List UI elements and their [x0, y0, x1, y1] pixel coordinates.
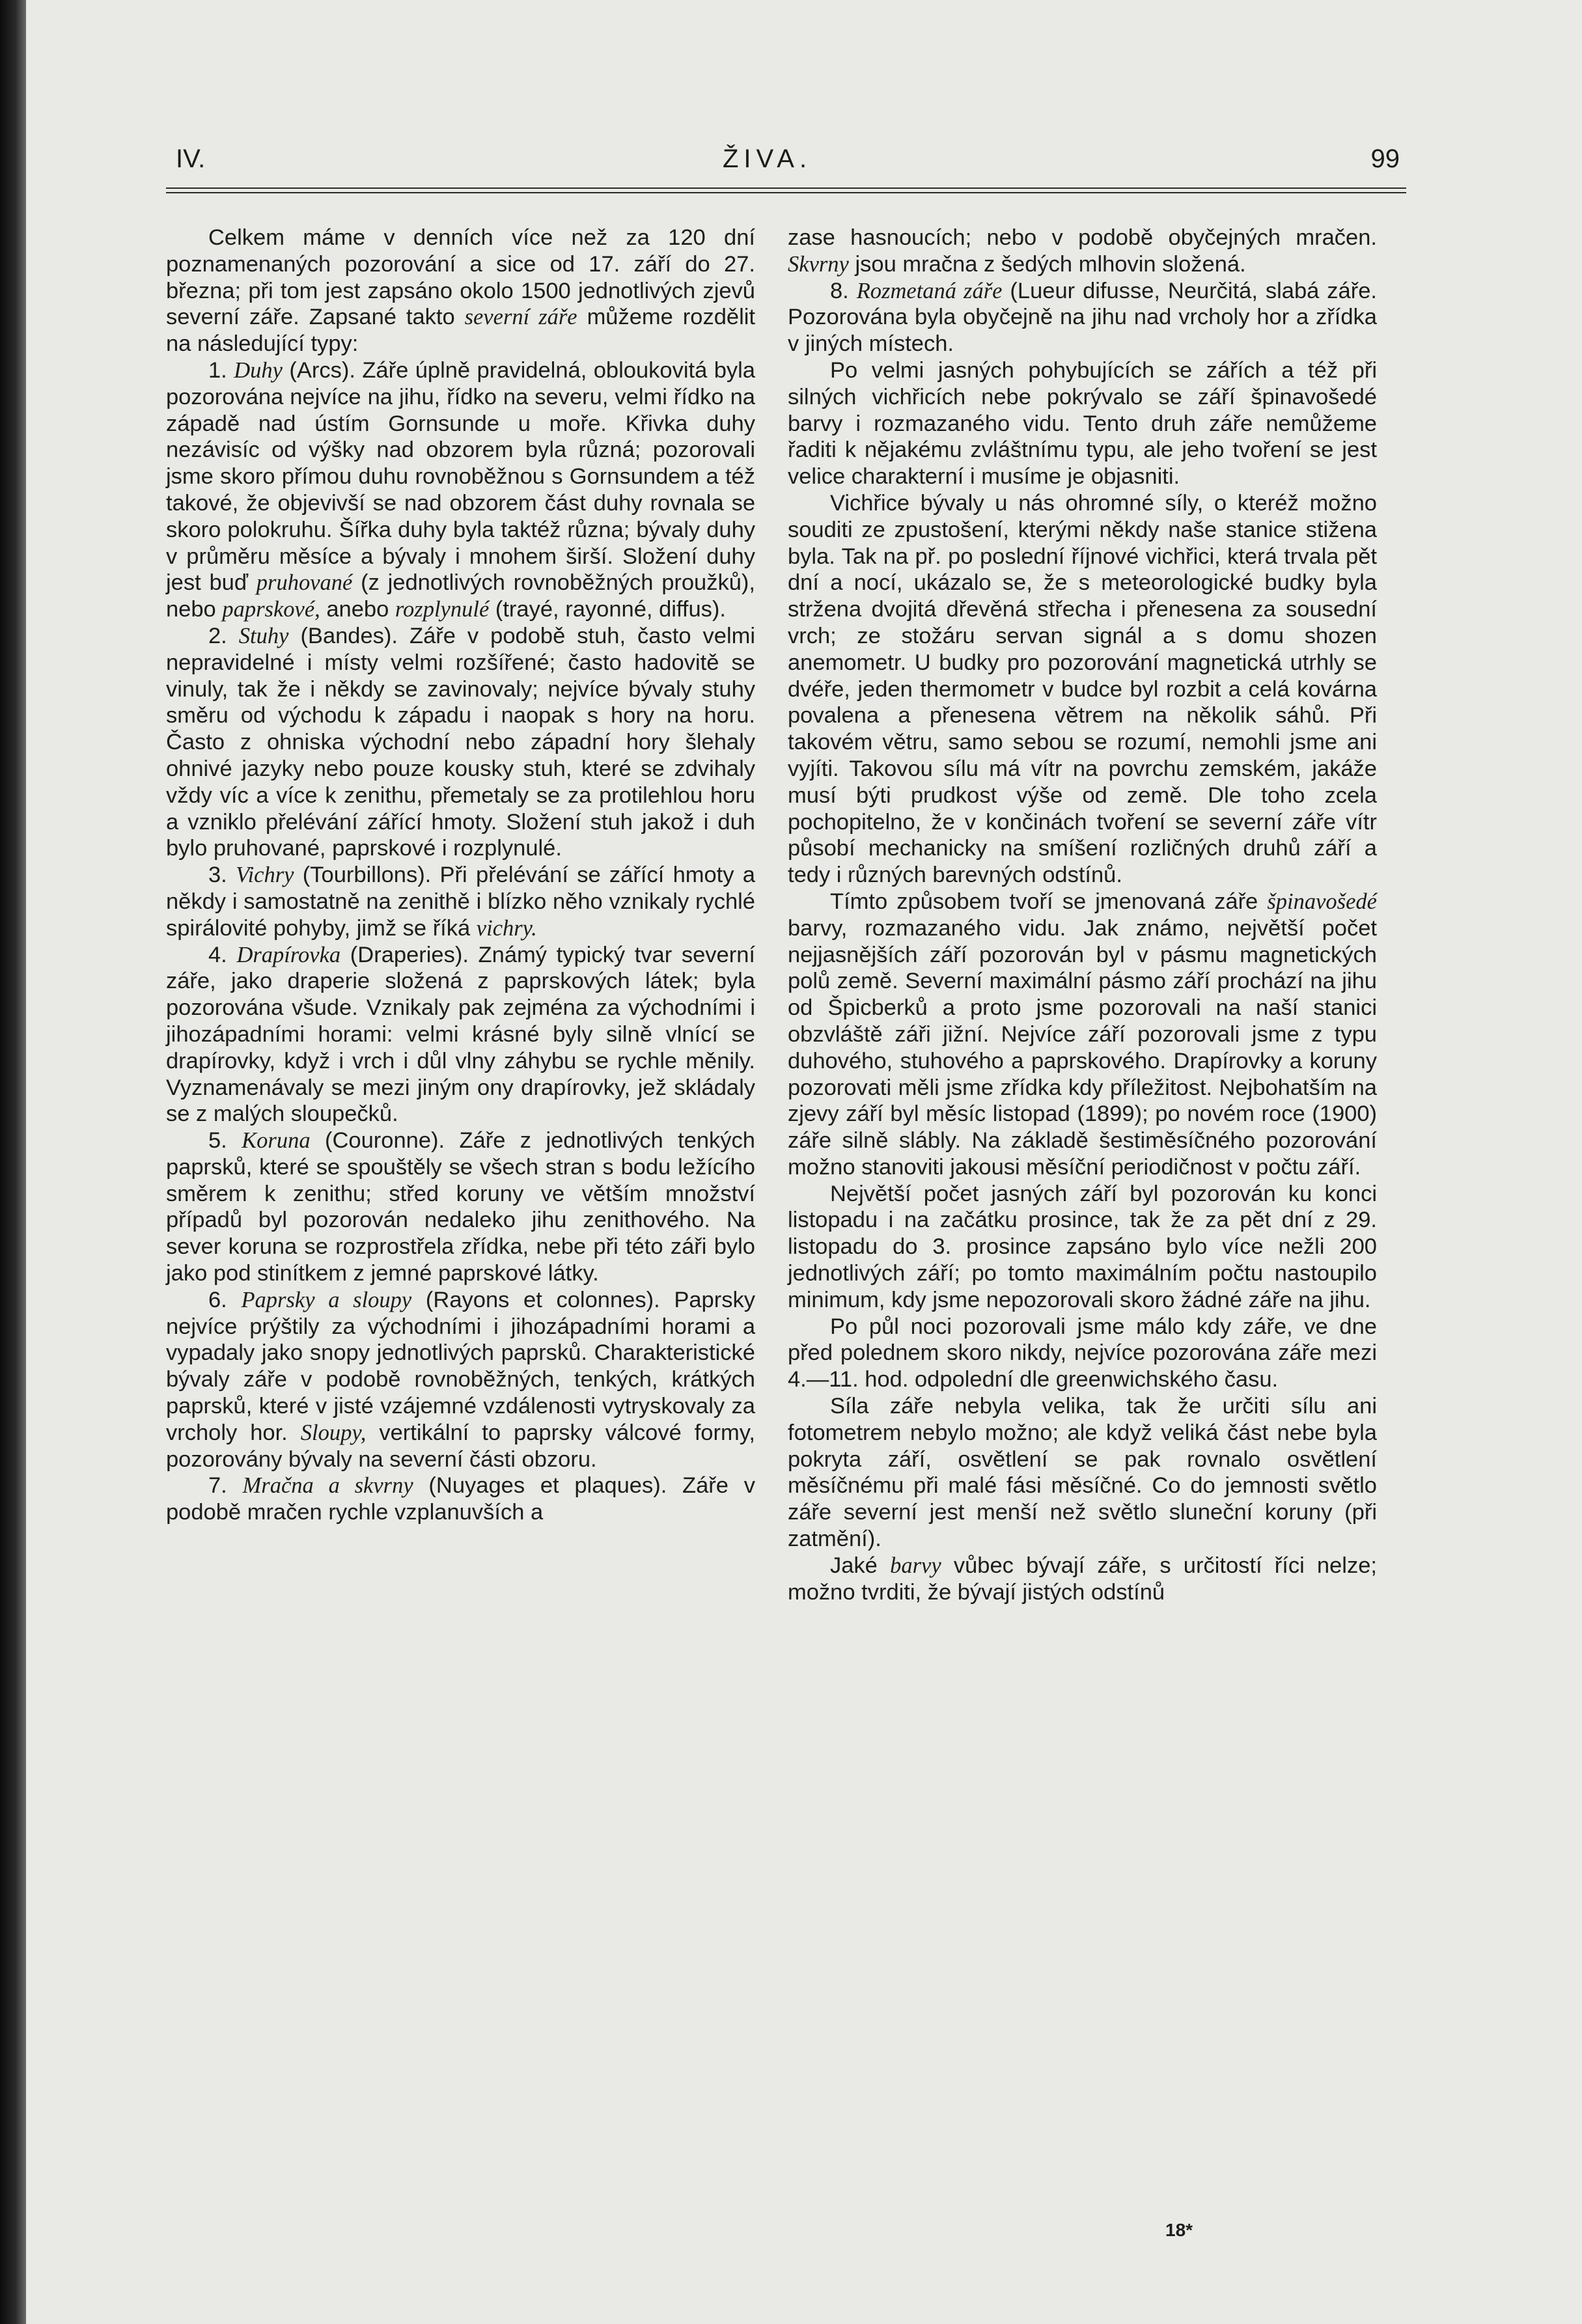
paragraph-type-8: 8. Rozmetaná záře (Lueur difusse, Neurčitá, slabá záře. Pozorována byla obyčejně na jihu nad vrcholy hor a zřídka v jiných místech.	[788, 278, 1378, 357]
paragraph: Jaké barvy vůbec bývají záře, s určitostí říci nelze; možno tvrditi, že bývají jistých odstínů	[788, 1553, 1377, 1605]
page-number: 99	[1370, 145, 1400, 173]
running-header	[176, 145, 1400, 184]
paragraph-type-3: 3. Vichry (Tourbillons). Při přelévání se zářící hmoty a někdy i samostatně na zenithě i blízko něho vznikaly rychlé spirálovité pohyby, jimž se říká vichry.	[166, 863, 755, 941]
paragraph-type-4: 4. Drapírovka (Draperies). Známý typický tvar severní záře, jako draperie složená z paprskových látek; byla pozorována všude. Vznikaly pak zejména za východními i jihozápadními horami: velmi krásné byly silně vlnící se drapírovky, když i vrch i důl vlny záhybu se rychle měnily. Vyznamenávaly se mezi jiným ony drapírovky, jež skládaly se z malých sloupečků.	[166, 942, 756, 1127]
paragraph-type-6: 6. Paprsky a sloupy (Rayons et colonnes). Paprsky nejvíce prýštily za východními i jihozápadními horami a vypadaly jako snopy jednotlivých paprsků. Charakteristické bývaly záře v podobě rovnoběžných, tenkých, krátkých paprsků, které v jisté vzájemné vzdálenosti vytryskovaly za vrcholy hor. Sloupy, vertikální to paprsky válcové formy, pozorovány bývaly na severní části obzoru.	[166, 1287, 755, 1472]
paragraph: Po půl noci pozorovali jsme málo kdy záře, ve dne před polednem skoro nikdy, nejvíce pozorována záře mezi 4.—11. hod. odpolední dle greenwichského času.	[788, 1314, 1377, 1392]
header-rule-top	[166, 187, 1406, 189]
signature-mark: 18*	[1165, 2220, 1193, 2240]
right-column	[788, 225, 1377, 1605]
paragraph: Síla záře nebyla velika, tak že určiti sílu ani fotometrem nebylo možno; ale když veliká část nebe byla pokryta září, osvětlení se pak rovnalo osvětlení měsíčnému při malé fási měsíčné. Co do jemnosti světlo záře severní jest menší než světlo sluneční koruny (při zatmění).	[788, 1394, 1377, 1552]
header-rule-bottom	[166, 192, 1406, 193]
paragraph: Po velmi jasných pohybujících se zářích a též při silných vichřicích nebe pokrývalo se září špinavošedé barvy i rozmazaného vidu. Tento druh záře nemůžeme řaditi k nějakému zvláštnímu typu, ale jeho tvoření se jest velice charakterní i musíme je objasniti.	[788, 357, 1377, 490]
volume-number: IV.	[176, 145, 206, 173]
paragraph: Celkem máme v denních více než za 120 dní poznamenaných pozorování a sice od 17. září do 27. března; při tom jest zapsáno okolo 1500 jednotlivých zjevů severní záře. Zapsané takto severní záře můžeme rozdělit na následující typy:	[166, 225, 755, 357]
scan-left-edge	[0, 0, 26, 2324]
paragraph-type-2: 2. Stuhy (Bandes). Záře v podobě stuh, často velmi nepravidelné i místy velmi rozšířené; často hadovitě se vinuly, tak že i někdy se zavinovaly; nejvíce bývaly stuhy směru od východu k západu i naopak s hory na horu. Často z ohniska východní nebo západní hory šlehaly ohnivé jazyky nebo pouze kousky stuh, které se zdvihaly vždy víc a více k zenithu, přemetaly se za protilehlou horu a vzniklo přelévání zářící hmoty. Složení stuh jakož i duh bylo pruhované, paprskové i rozplynulé.	[166, 623, 756, 861]
paragraph-type-7: 7. Mračna a skvrny (Nuyages et plaques). Záře v podobě mračen rychle vzplanuvších a	[166, 1473, 755, 1525]
journal-title: ŽIVA.	[723, 145, 812, 173]
paragraph: Vichřice bývaly u nás ohromné síly, o kteréž možno souditi ze zpustošení, kterými někdy naše stanice stižena byla. Tak na př. po poslední říjnové vichřici, která trvala pět dní a nocí, ukázalo se, že s meteorologické budky byla stržena dvojitá dřevěná střecha i přenesena za sousední vrch; ze stožáru servan signál a s domu shozen anemometr. U budky pro pozorování magnetická utrhly se dvéře, jeden thermometr v budce byl rozbit a celá kovárna povalena a přenesena větrem na několik sáhů. Při takovém větru, samo sebou se rozumí, nemohli jsme ani vyjíti. Takovou sílu má vítr na povrchu zemském, jakáže musí býti prudkost výše od země. Dle toho zcela pochopitelno, že v končinách tvoření se severní záře vítr působí mechanicky na smíšení rozličných druhů září a tedy i různých barevných odstínů.	[788, 490, 1377, 888]
paragraph: Tímto způsobem tvoří se jmenovaná záře špinavošedé barvy, rozmazaného vidu. Jak známo, největší počet nejjasnějších září pozorován byl v pásmu magnetických polů země. Severní maximální pásmo září prochází na jihu od Špicberků a proto jsme pozorovali na naší stanici obzvláště záři jižní. Nejvíce září pozorovali jsme z typu duhového, stuhového a paprskového. Drapírovky a koruny pozorovati měli jsme zřídka kdy příležitost. Nejbohatším na zjevy září byl měsíc listopad (1899); po novém roce (1900) záře silně slábly. Na základě šestiměsíčného pozorování možno stanoviti jakousi měsíční periodičnost v počtu září.	[788, 889, 1377, 1180]
paragraph: Největší počet jasných září byl pozorován ku konci listopadu i na začátku prosince, tak že za pět dní z 29. listopadu do 3. prosince zapsáno bylo více nežli 200 jednotlivých září; po tomto maximálním počtu nastoupilo minimum, kdy jsme nepozorovali skoro žádné záře na jihu.	[788, 1181, 1377, 1312]
left-column	[166, 225, 755, 1526]
paragraph-type-1: 1. Duhy (Arcs). Záře úplně pravidelná, obloukovitá byla pozorována nejvíce na jihu, řídko na severu, velmi řídko na západě nad ústím Gornsunde u moře. Křivka duhy nezávisíc od výšky nad obzorem byla různá; pozorovali jsme skoro přímou duhu rovnoběžnou s Gornsundem a též takové, že objevivší se nad obzorem část duhy rovnala se skoro polokruhu. Šířka duhy byla taktéž různa; bývaly duhy v průměru měsíce a bývaly i mnohem širší. Složení duhy jest buď pruhované (z jednotlivých rovnoběžných proužků), nebo paprskové, anebo rozplynulé (trayé, rayonné, diffus).	[166, 357, 756, 622]
paragraph-continued: zase hasnoucích; nebo v podobě obyčejných mračen. Skvrny jsou mračna z šedých mlhovin složená.	[788, 225, 1377, 277]
paragraph-type-5: 5. Koruna (Couronne). Záře z jednotlivých tenkých paprsků, které se spouštěly se všech stran s bodu ležícího směrem k zenithu; střed koruny ve větším množství případů byl pozorován nedaleko jihu zenithového. Na sever koruna se rozprostřela zřídka, nebe při této záři bylo jako pod stinítkem z jemné paprskové látky.	[166, 1128, 755, 1286]
